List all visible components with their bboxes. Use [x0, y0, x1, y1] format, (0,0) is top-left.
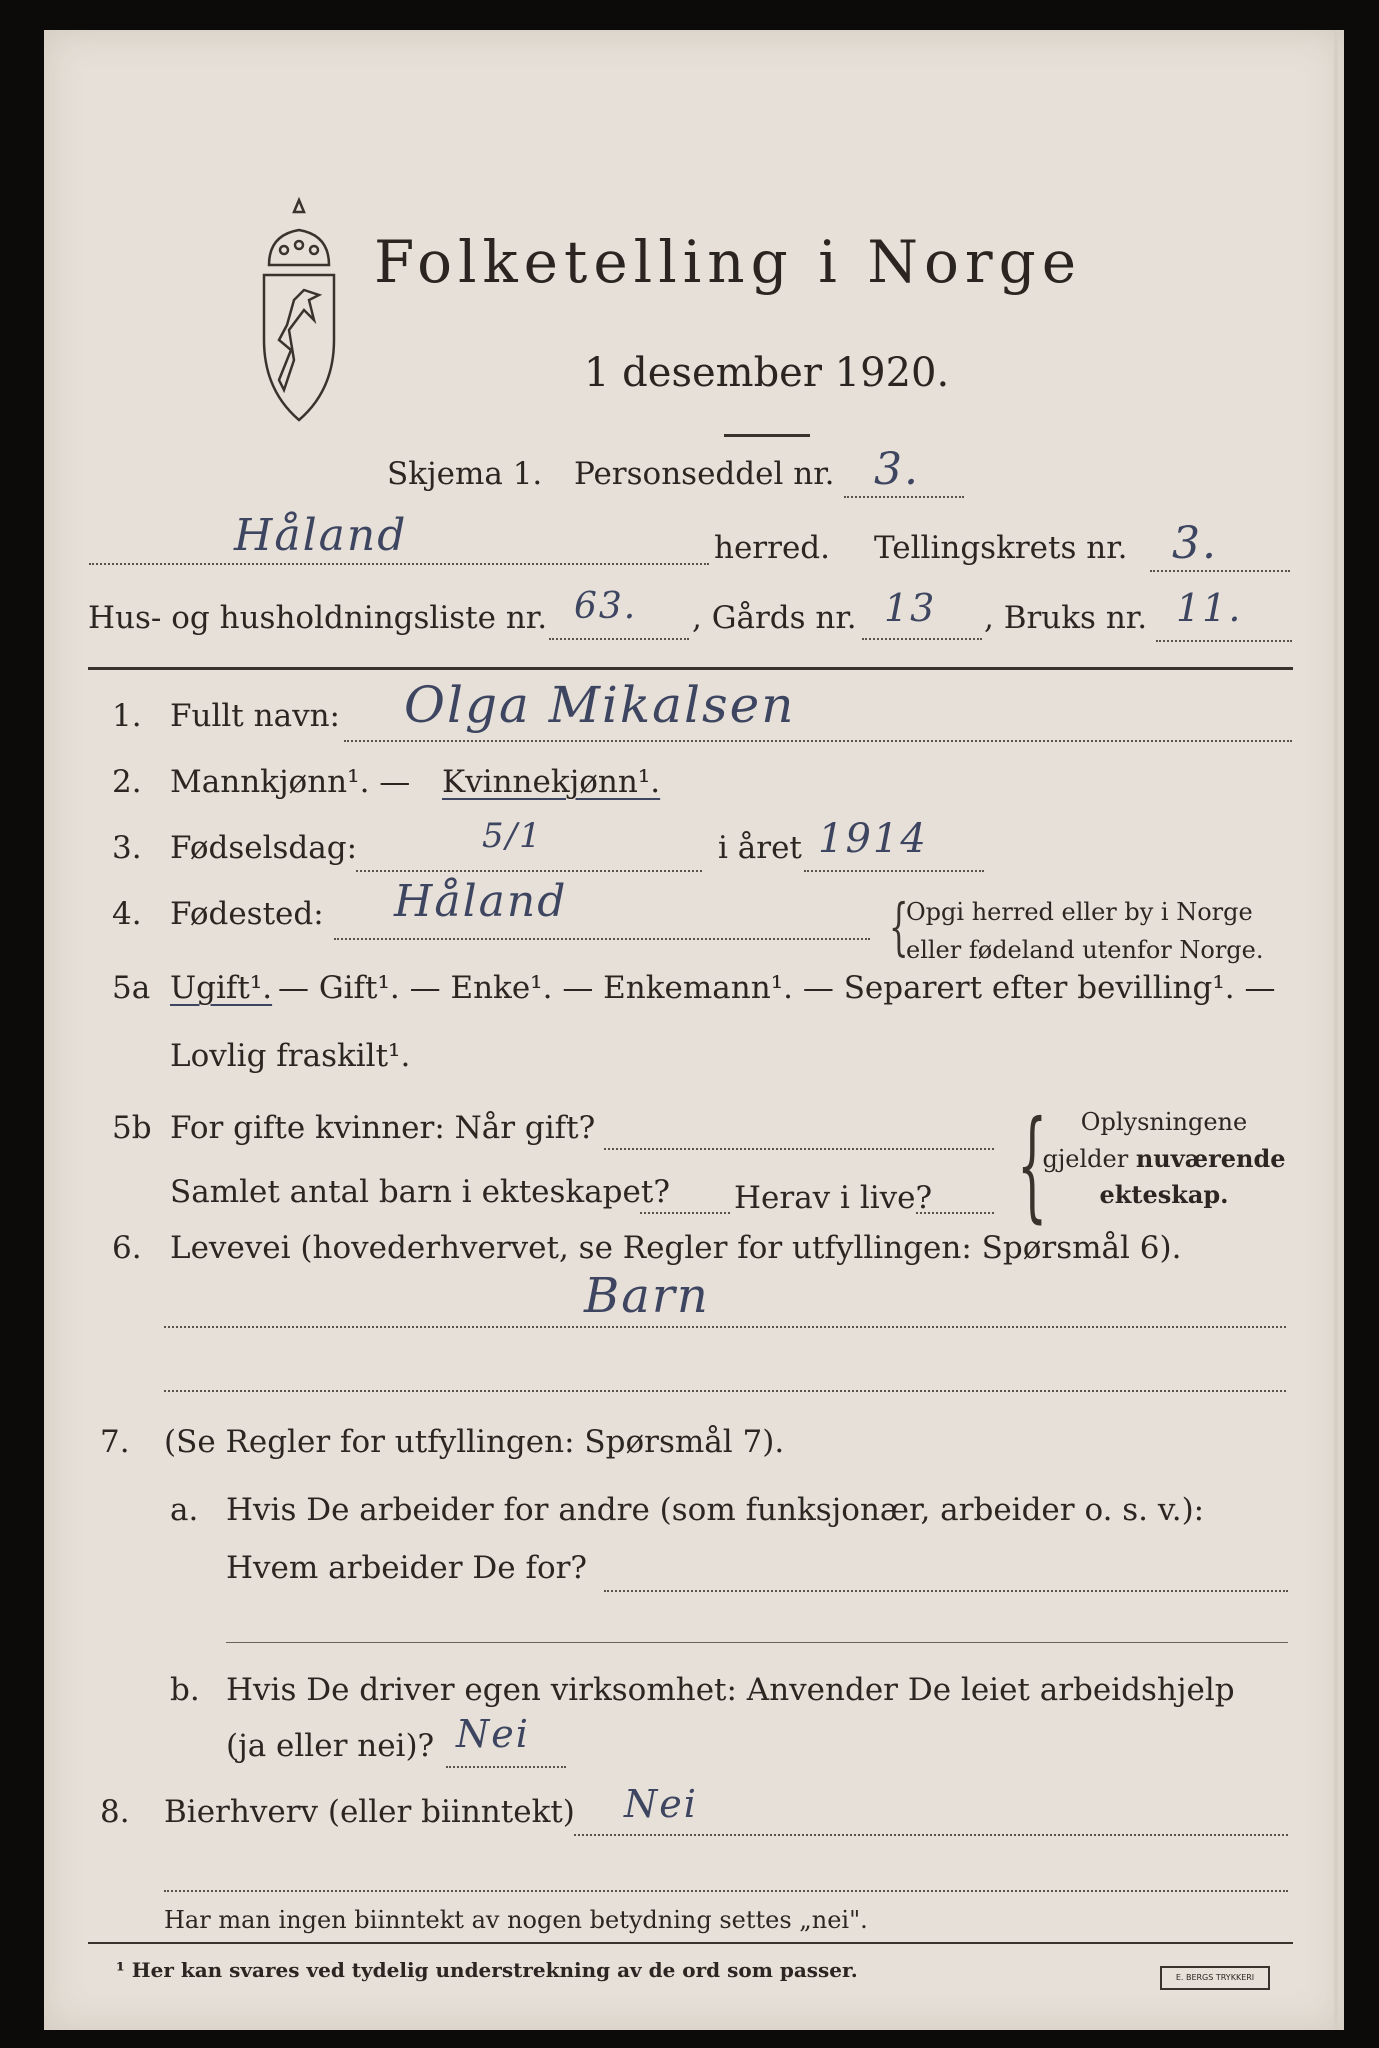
q4-note-line2: eller fødeland utenfor Norge. — [906, 936, 1264, 964]
q7a-letter: a. — [170, 1492, 199, 1528]
q5a-options: — Gift¹. — Enke¹. — Enkemann¹. — Separert efter bevilling¹. — — [278, 970, 1276, 1006]
q4-number: 4. — [112, 896, 142, 932]
gards-number[interactable]: 13 — [884, 586, 937, 630]
q8-number: 8. — [100, 1794, 130, 1830]
form-title: Folketelling i Norge — [374, 228, 1083, 296]
q5b-i-live-line — [916, 1212, 994, 1214]
gards-label: , Gårds nr. — [692, 600, 857, 636]
q5a-number: 5a — [112, 970, 151, 1006]
q6-number: 6. — [112, 1230, 142, 1266]
personseddel-number[interactable]: 3. — [874, 444, 920, 495]
q4-note-line1: Opgi herred eller by i Norge — [906, 898, 1253, 926]
q3-birthday[interactable]: 5/1 — [482, 816, 543, 856]
schema-label: Skjema 1. — [387, 456, 543, 492]
personseddel-line — [844, 496, 964, 498]
q7b-letter: b. — [170, 1672, 200, 1708]
coat-of-arms-icon — [249, 190, 349, 430]
q5b-label-nar-gift: For gifte kvinner: Når gift? — [170, 1110, 596, 1146]
husholdningsliste-label: Hus- og husholdningsliste nr. — [88, 600, 548, 636]
q5a-line2: Lovlig fraskilt¹. — [170, 1038, 411, 1074]
q8-note: Har man ingen biinntekt av nogen betydning settes „nei". — [164, 1906, 868, 1934]
q4-label: Fødested: — [170, 896, 324, 932]
q5a-ugift-underlined[interactable]: Ugift¹. — [170, 970, 273, 1006]
q8-answer[interactable]: Nei — [624, 1782, 698, 1826]
husholdningsliste-number[interactable]: 63. — [574, 586, 638, 627]
printer-stamp-text: E. BERGS TRYKKERI — [1175, 1973, 1255, 1982]
q5b-note-line1: Oplysningene — [1080, 1108, 1248, 1136]
q3-year-line — [804, 870, 984, 872]
q7a-answer-line2 — [226, 1642, 1288, 1643]
q5b-note-nuvaerende: nuværende — [1135, 1144, 1286, 1173]
q5b-note-line2 — [1034, 1144, 1294, 1173]
q7-label: (Se Regler for utfyllingen: Spørsmål 7). — [164, 1424, 785, 1460]
q4-birthplace[interactable]: Håland — [394, 876, 568, 927]
q3-birth-year[interactable]: 1914 — [818, 816, 928, 862]
herred-line — [89, 563, 709, 565]
q8-answer-line2 — [164, 1890, 1288, 1892]
bruks-number[interactable]: 11. — [1176, 586, 1243, 630]
q7b-line1: Hvis De driver egen virksomhet: Anvender De leiet arbeidshjelp — [226, 1672, 1235, 1708]
gards-line — [862, 638, 982, 640]
q1-number: 1. — [112, 698, 142, 734]
footer-divider — [88, 1942, 1293, 1944]
q5b-note-line3: ekteskap. — [1099, 1180, 1229, 1209]
tellingskrets-number[interactable]: 3. — [1172, 518, 1218, 569]
q1-line — [344, 740, 1292, 742]
bruks-label: , Bruks nr. — [984, 600, 1148, 636]
q7b-line2: (ja eller nei)? — [226, 1728, 435, 1764]
q4-note-brace: { — [888, 890, 909, 963]
q3-year-label: i året — [718, 830, 802, 866]
q2-kvinnekjonn-underlined[interactable]: Kvinnekjønn¹. — [442, 764, 661, 800]
q6-occupation[interactable]: Barn — [584, 1268, 710, 1324]
q7-number: 7. — [100, 1424, 130, 1460]
q1-full-name[interactable]: Olga Mikalsen — [404, 676, 796, 734]
tellingskrets-line — [1150, 570, 1290, 572]
q5b-label-barn: Samlet antal barn i ekteskapet? — [170, 1174, 670, 1210]
q5b-barn-line — [640, 1212, 730, 1214]
personseddel-label: Personseddel nr. — [574, 456, 835, 492]
herred-value[interactable]: Håland — [234, 510, 408, 561]
bruks-line — [1156, 640, 1292, 642]
q6-line2 — [164, 1390, 1286, 1392]
header-divider — [88, 667, 1293, 670]
q1-label: Fullt navn: — [170, 698, 340, 734]
q5b-note-gjelder: gjelder — [1042, 1145, 1129, 1173]
q4-line — [334, 938, 870, 940]
q7a-line1: Hvis De arbeider for andre (som funksjonær, arbeider o. s. v.): — [226, 1492, 1205, 1528]
form-date: 1 desember 1920. — [584, 350, 950, 396]
printer-stamp — [1160, 1966, 1270, 1990]
census-form-page — [44, 30, 1344, 2030]
paper-edge — [1334, 30, 1338, 2030]
q8-answer-line — [574, 1834, 1288, 1836]
q6-label: Levevei (hovederhvervet, se Regler for utfyllingen: Spørsmål 6). — [170, 1230, 1182, 1266]
q7b-answer[interactable]: Nei — [456, 1712, 530, 1756]
q3-label: Fødselsdag: — [170, 830, 358, 866]
q7a-answer-line — [604, 1590, 1288, 1592]
q5b-label-i-live: Herav i live? — [734, 1180, 933, 1216]
q5b-note-brace: { — [1016, 1096, 1048, 1235]
footnote: ¹ Her kan svares ved tydelig understrekning av de ord som passer. — [116, 1958, 858, 1982]
q3-number: 3. — [112, 830, 142, 866]
q3-line — [356, 870, 702, 872]
q7b-answer-line — [446, 1766, 566, 1768]
husholdningsliste-line — [549, 638, 689, 640]
q7a-line2: Hvem arbeider De for? — [226, 1550, 588, 1586]
q8-label: Bierhverv (eller biinntekt) — [164, 1794, 575, 1830]
herred-label: herred. — [714, 530, 830, 566]
tellingskrets-label: Tellingskrets nr. — [874, 530, 1128, 566]
q5b-number: 5b — [112, 1110, 152, 1146]
q2-number: 2. — [112, 764, 142, 800]
q5b-nar-gift-line — [604, 1148, 994, 1150]
q2-mannkjonn: Mannkjønn¹. — — [170, 764, 411, 800]
title-divider — [724, 434, 810, 437]
q6-line1 — [164, 1326, 1286, 1328]
